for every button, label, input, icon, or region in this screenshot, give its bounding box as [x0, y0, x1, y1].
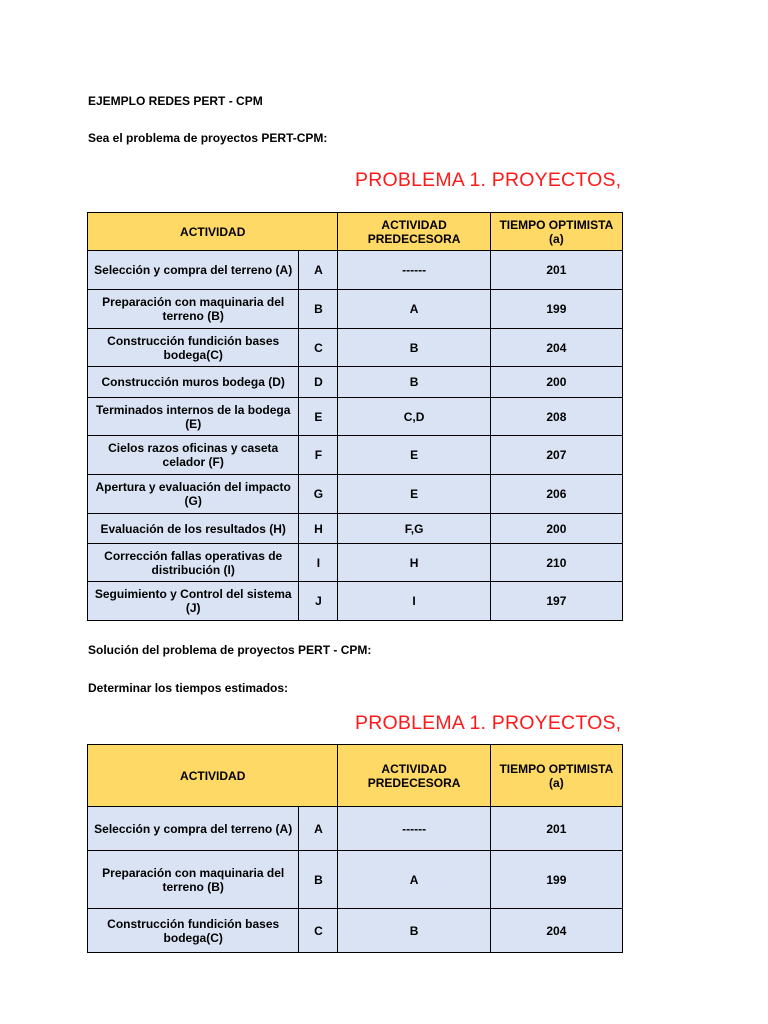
cell-actividad: Construcción muros bodega (D) [88, 367, 299, 398]
cell-code: I [299, 544, 338, 582]
cell-predecesora: B [338, 909, 490, 953]
table-row [88, 398, 623, 436]
cell-actividad: Evaluación de los resultados (H) [88, 514, 299, 544]
cell-actividad: Apertura y evaluación del impacto (G) [88, 475, 299, 514]
table-row [88, 544, 623, 582]
cell-optimista: 200 [490, 367, 622, 398]
table-row [88, 329, 623, 367]
cell-optimista: 207 [490, 436, 622, 475]
cell-code: H [299, 514, 338, 544]
cell-predecesora: A [338, 290, 490, 329]
cell-code: B [299, 290, 338, 329]
cell-predecesora: B [338, 367, 490, 398]
cell-actividad: Selección y compra del terreno (A) [88, 807, 299, 851]
cell-code: E [299, 398, 338, 436]
cell-code: C [299, 329, 338, 367]
activities-table [87, 212, 623, 621]
table-header-row [88, 745, 623, 807]
cell-code: D [299, 367, 338, 398]
estimate-text: Determinar los tiempos estimados: [88, 681, 289, 695]
cell-predecesora: C,D [338, 398, 490, 436]
cell-actividad: Cielos razos oficinas y caseta celador (F) [88, 436, 299, 475]
cell-optimista: 206 [490, 475, 622, 514]
cell-actividad: Construcción fundición bases bodega(C) [88, 909, 299, 953]
cell-predecesora: E [338, 475, 490, 514]
cell-optimista: 204 [490, 909, 622, 953]
cell-optimista: 210 [490, 544, 622, 582]
cell-predecesora: E [338, 436, 490, 475]
cell-actividad: Terminados internos de la bodega (E) [88, 398, 299, 436]
cell-optimista: 208 [490, 398, 622, 436]
cell-code: A [299, 251, 338, 290]
cell-optimista: 204 [490, 329, 622, 367]
estimates-table [87, 744, 623, 953]
cell-actividad: Corrección fallas operativas de distribución (I) [88, 544, 299, 582]
table-row [88, 851, 623, 909]
cell-optimista: 201 [490, 251, 622, 290]
problem-title: PROBLEMA 1. PROYECTOS, [355, 169, 622, 191]
cell-optimista: 197 [490, 582, 622, 621]
table-row [88, 475, 623, 514]
cell-predecesora: F,G [338, 514, 490, 544]
table-row [88, 436, 623, 475]
cell-predecesora: A [338, 851, 490, 909]
cell-code: A [299, 807, 338, 851]
cell-code: B [299, 851, 338, 909]
cell-code: F [299, 436, 338, 475]
cell-code: C [299, 909, 338, 953]
header-tiempo-optimista: TIEMPO OPTIMISTA (a) [490, 745, 622, 807]
cell-predecesora: H [338, 544, 490, 582]
intro-text: Sea el problema de proyectos PERT-CPM: [88, 131, 328, 145]
table-row [88, 807, 623, 851]
document-heading: EJEMPLO REDES PERT - CPM [88, 94, 263, 108]
cell-code: J [299, 582, 338, 621]
cell-optimista: 199 [490, 851, 622, 909]
cell-actividad: Seguimiento y Control del sistema (J) [88, 582, 299, 621]
cell-predecesora: B [338, 329, 490, 367]
table-row [88, 367, 623, 398]
header-tiempo-optimista: TIEMPO OPTIMISTA (a) [490, 213, 622, 251]
cell-code: G [299, 475, 338, 514]
header-predecesora: ACTIVIDAD PREDECESORA [338, 745, 490, 807]
cell-optimista: 200 [490, 514, 622, 544]
cell-actividad: Construcción fundición bases bodega(C) [88, 329, 299, 367]
table-row [88, 514, 623, 544]
cell-actividad: Preparación con maquinaria del terreno (B) [88, 851, 299, 909]
solution-text: Solución del problema de proyectos PERT - CPM: [88, 643, 372, 657]
cell-predecesora: ------ [338, 251, 490, 290]
table-row [88, 290, 623, 329]
header-actividad: ACTIVIDAD [88, 745, 338, 807]
problem-title-repeat: PROBLEMA 1. PROYECTOS, [355, 712, 622, 734]
cell-actividad: Preparación con maquinaria del terreno (B) [88, 290, 299, 329]
cell-optimista: 199 [490, 290, 622, 329]
cell-predecesora: ------ [338, 807, 490, 851]
header-predecesora: ACTIVIDAD PREDECESORA [338, 213, 490, 251]
table-row [88, 251, 623, 290]
cell-actividad: Selección y compra del terreno (A) [88, 251, 299, 290]
table-header-row [88, 213, 623, 251]
header-actividad: ACTIVIDAD [88, 213, 338, 251]
cell-optimista: 201 [490, 807, 622, 851]
table-row [88, 909, 623, 953]
table-row [88, 582, 623, 621]
cell-predecesora: I [338, 582, 490, 621]
